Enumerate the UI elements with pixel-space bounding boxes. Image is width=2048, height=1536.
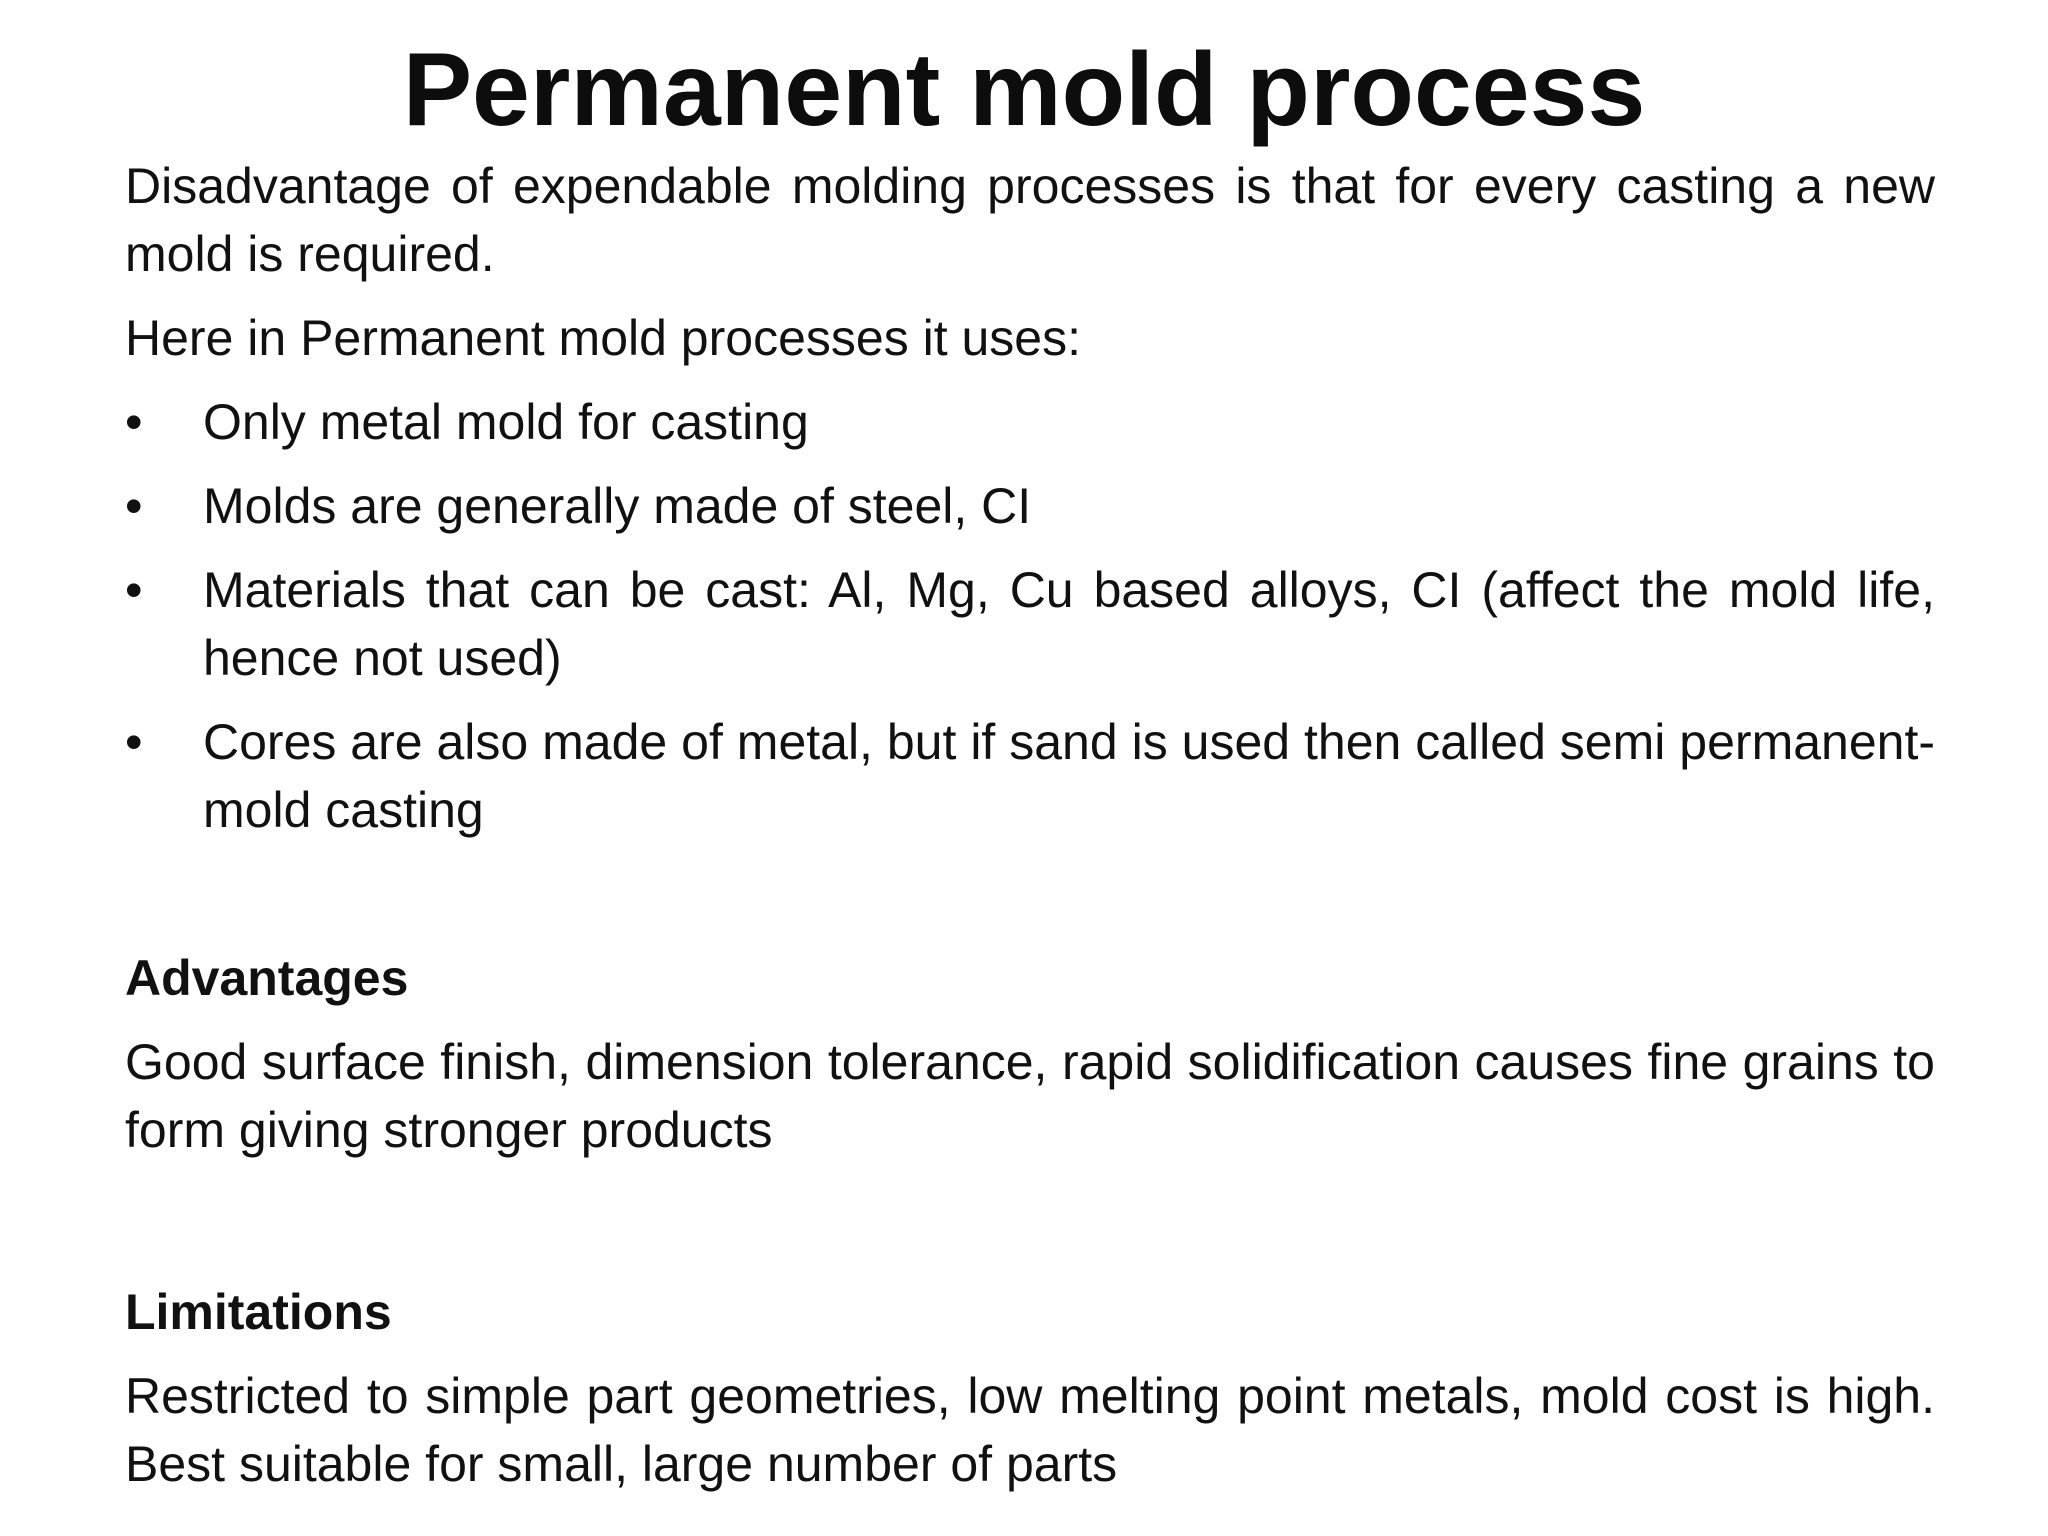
bullet-text: Only metal mold for casting [203,394,809,450]
bullet-icon: • [125,562,143,618]
bullet-text: Materials that can be cast: Al, Mg, Cu based alloys, CI (affect the mold life, hence not used) [203,562,1935,686]
intro-paragraph: Disadvantage of expendable molding processes is that for every casting a new mold is required. [125,158,1935,282]
bullet-text: Cores are also made of metal, but if sand is used then called semi permanent-mold casting [203,714,1935,838]
advantages-text: Good surface finish, dimension tolerance, rapid solidification causes fine grains to form giving stronger products [125,1034,1935,1158]
slide-content [125,152,1935,1514]
limitations-text: Restricted to simple part geometries, low melting point metals, mold cost is high. Best suitable for small, large number of parts [125,1368,1935,1492]
lead-in-text: Here in Permanent mold processes it uses: [125,310,1081,366]
advantages-heading: Advantages [125,950,409,1006]
spacer [125,860,1935,944]
bullet-icon: • [125,394,143,450]
list-item [125,556,1935,692]
list-item [125,708,1935,844]
page-title: Permanent mold process [402,32,1646,148]
bullet-list [125,388,1935,844]
limitations-heading: Limitations [125,1284,392,1340]
list-item [125,388,1935,456]
bullet-text: Molds are generally made of steel, CI [203,478,1032,534]
list-item [125,472,1935,540]
spacer [125,1180,1935,1278]
bullet-icon: • [125,478,143,534]
bullet-icon: • [125,714,143,770]
